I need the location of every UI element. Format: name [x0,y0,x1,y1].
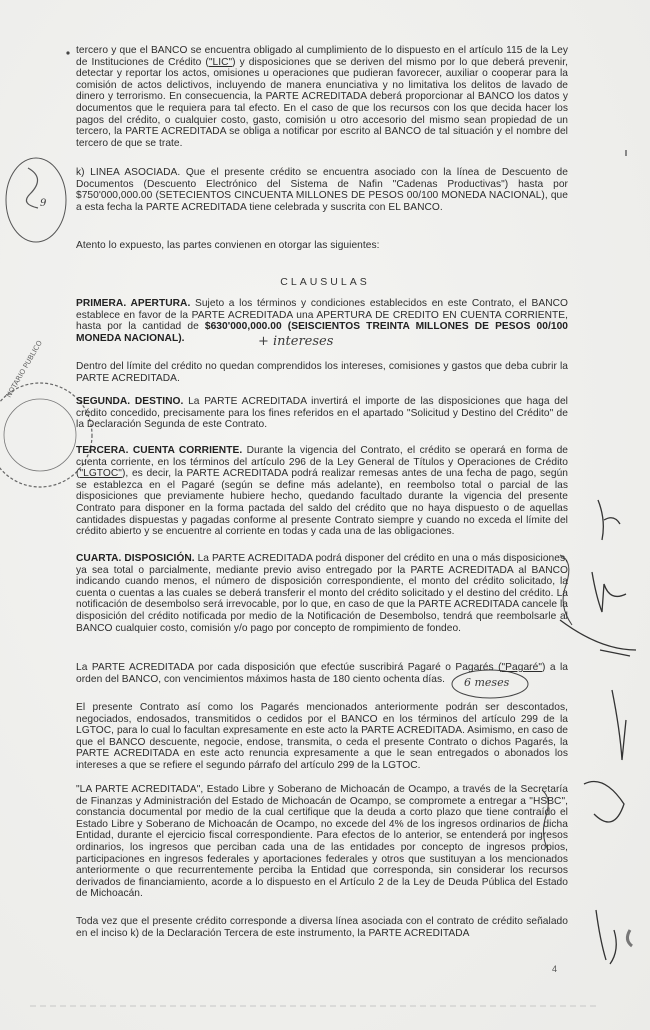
clause-primera: PRIMERA. APERTURA. Sujeto a los términos y condiciones establecidos en este Contrato, el BANCO establece en favor de la PARTE ACREDITADA una APERTURA DE CREDITO EN CUENTA CORRIENTE, hasta por la cantidad de $630'000,000.00 (SEISCIENTOS TREINTA MILLONES DE PESOS 00/100 MONEDA NACIONAL). [76,298,568,344]
ink-dot [66,51,69,54]
cuarta-title: CUARTA. DISPOSICIÓN. [76,553,195,564]
signature-3 [560,620,636,656]
paragraph-contrato: El presente Contrato así como los Pagarés mencionados anteriormente podrán ser descontados, negociados, endosados, transmitidos o cedidos por el BANCO en los términos del artículo 299 de la LGTOC, para lo cual lo facultan expresamente en este acto la PARTE ACREDITADA. Asimismo, en caso de que el BANCO descuente, negocie, endose, transmita, o ceda el presente Contrato o dichos Pagarés, la PARTE ACREDITADA en este acto renuncia expresamente a que le sean entregados o abonados los intereses a que se refiere el segundo párrafo del artículo 299 de la LGTOC. [76,702,568,771]
paragraph-intro: tercero y que el BANCO se encuentra obligado al cumplimiento de lo dispuesto en el artículo 115 de la Ley de Instituciones de Crédito ("LIC") y disposiciones que se deriven del mismo por lo que deberá prevenir, detectar y reportar los actos, omisiones u operaciones que pudieran favorecer, auxiliar o cooperar para la comisión de actos delictivos, incluyendo de manera enunciativa y no limitativa los delitos de lavado de dinero y terrorismo. En consecuencia, la PARTE ACREDITADA deberá proporcionar al BANCO los datos y documentos que le requiera para tal efecto. En el caso de que los recursos con los que decida hacer los pagos del crédito, o cualquier costo, gasto, comisión u otro accesorio del mismo sean propiedad de un tercero, la PARTE ACREDITADA se obliga a notificar por escrito al BANCO de tal situación y el nombre del tercero de que se trate. [76,45,568,149]
primera-title: PRIMERA. APERTURA. [76,298,191,309]
lic-abbreviation: "LIC" [208,56,233,68]
handwritten-intereses: + intereses [258,334,334,349]
tercera-title: TERCERA. CUENTA CORRIENTE. [76,445,243,456]
signature-5 [584,782,624,823]
clause-tercera: TERCERA. CUENTA CORRIENTE. Durante la vigencia del Contrato, el crédito se operará en forma de cuenta corriente, en los términos del artículo 296 de la Ley General de Títulos y Operaciones de Crédito ("LGTOC"), es decir, la PARTE ACREDITADA podrá realizar remesas antes de una fecha de pago, según se establezca en el Pagaré (según se define más adelante), en reembolso total o parcial de las disposiciones que previamente hubiere hecho, quedando facultado durante la vigencia del presente Contrato para disponer en la forma pactada del saldo del crédito que no haya dispuesto o de aquellas cantidades dispuestas y pagadas conforme al presente Contrato siempre y cuando no exceda el límite del crédito abierto y se encuentre al corriente en todas y cada una de las obligaciones. [76,445,568,538]
signature-4 [612,690,626,760]
primera-amount: $630'000,000.00 (SEISCIENTOS TREINTA MILLONES DE PESOS 00/100 MONEDA NACIONAL). [76,321,568,344]
paragraph-estado: "LA PARTE ACREDITADA", Estado Libre y Soberano de Michoacán de Ocampo, a través de la Secretaría de Finanzas y Administración del Estado de Michoacán de Ocampo, se compromete a entregar a "HSBC", constancia documental por medio de la cual certifique que la deuda a corto plazo que tiene contraído el Estado Libre y Soberano de Michoacán de Ocampo, no excede del 4% de los ingresos ordinarios de dicha Entidad, durante el ejercicio fiscal correspondiente. Para efectos de lo anterior, se entenderá por ingresos ordinarios, los ingresos que perciban cada una de las entidades por concepto de ingresos propios, participaciones en ingresos federales y aportaciones federales y otros que sustituyan a los mencionados anteriormente o que recurrentemente perciba la Entidad que corresponda, sin considerar los recursos derivados de financiamiento, acorde a lo dispuesto en el Artículo 2 de la Ley de Deuda Pública del Estado de Michoacán. [76,784,568,900]
clause-cuarta: CUARTA. DISPOSICIÓN. La PARTE ACREDITADA podrá disponer del crédito en una o más disposiciones, ya sea total o parcialmente, mediante previo aviso entregado por la PARTE ACREDITADA al BANCO indicando cuando menos, el número de disposición correspondiente, el monto del crédito solicitado, la cuenta o cuentas a las cuales se deberá transferir el monto del crédito solicitado y el destino del crédito. La notificación de desembolso será irrevocable, por lo que, en caso de que la PARTE ACREDITADA cancele la disposición del crédito notificada por medio de la Notificación de Desembolso, tendrá que reembolsarle al BANCO cualquier costo, comisión y/o pago por concepto de rompimiento de fondeo. [76,553,568,634]
handwritten-seis-meses: 6 meses [464,676,510,689]
handwritten-circle-number: 9 [40,198,47,209]
paragraph-atento: Atento lo expuesto, las partes convienen en otorgar las siguientes: [76,240,380,251]
signature-6 [596,910,616,964]
ink-smudge-2 [627,930,632,946]
signature-2 [592,572,626,612]
paragraph-k: k) LINEA ASOCIADA. Que el presente crédito se encuentra asociado con la línea de Descuento de Documentos (Descuento Electrónico del Sistema de Nafin "Cadenas Productivas") hasta por $750'000,000.00 (SETECIENTOS CINCUENTA MILLONES DE PESOS 00/100 MONEDA NACIONAL), que a esta fecha la PARTE ACREDITADA tiene celebrada y suscrita con EL BANCO. [76,167,568,213]
seal-text: NOTARIO PUBLICO [4,339,44,399]
notary-seal-inner [4,399,76,471]
segunda-title: SEGUNDA. DESTINO. [76,396,184,407]
clause-primera-limit: Dentro del límite del crédito no quedan comprendidos los intereses, comisiones y gastos que deba cubrir la PARTE ACREDITADA. [76,361,568,384]
paragraph-toda: Toda vez que el presente crédito corresponde a diversa línea asociada con el contrato de crédito señalado en el inciso k) de la Declaración Tercera de este instrumento, la PARTE ACREDITADA [76,916,568,939]
paragraph-pagare: La PARTE ACREDITADA por cada disposición que efectúe suscribirá Pagaré o Pagarés ("Pagaré") a la orden del BANCO, con vencimientos máximos hasta de 180 ciento ochenta días. [76,662,568,685]
pagare-abbreviation: "Pagaré" [501,662,542,673]
margin-scribble [26,168,38,208]
clausulas-heading: CLAUSULAS [280,276,370,288]
page-number: 4 [552,964,558,974]
lgtoc-abbreviation: "LGTOC" [79,468,122,480]
margin-circle [6,158,66,242]
signature-1 [598,500,620,540]
clause-segunda: SEGUNDA. DESTINO. La PARTE ACREDITADA invertirá el importe de las disposiciones que haga del crédito concedido, precisamente para los fines referidos en el apartado "Solicitud y Destino del Crédito" de la Declaración Segunda de este Contrato. [76,396,568,431]
